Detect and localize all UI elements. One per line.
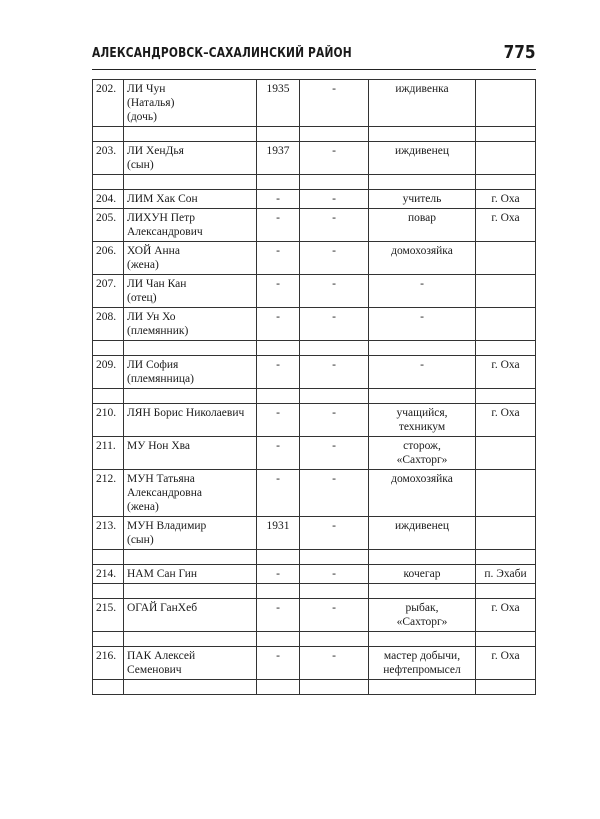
spacer-cell (124, 584, 257, 599)
row-number: 204. (96, 193, 117, 205)
spacer-cell (124, 341, 257, 356)
place-of-residence: г. Оха (491, 193, 520, 205)
spacer-cell (476, 127, 536, 142)
occupation: иждивенка (395, 83, 449, 95)
spacer-cell (257, 341, 300, 356)
occupation: - (420, 311, 424, 323)
occupation-cell (369, 80, 476, 127)
place-of-residence-cell (476, 190, 536, 209)
occupation: - (420, 359, 424, 371)
row-number-cell (93, 308, 124, 341)
spacer-cell (369, 680, 476, 695)
occupation: - (420, 278, 424, 290)
column-4-value-cell (300, 599, 369, 632)
column-4-value: - (332, 650, 336, 662)
place-of-residence: г. Оха (491, 602, 520, 614)
birth-year-cell (257, 209, 300, 242)
person-name-cell (124, 565, 257, 584)
spacer-cell (476, 632, 536, 647)
table-row (93, 356, 536, 389)
person-name: ЛИ ХенДья (сын) (127, 145, 184, 171)
person-name-cell (124, 356, 257, 389)
spacer-cell (257, 680, 300, 695)
table-row (93, 565, 536, 584)
person-name: НАМ Сан Гин (127, 568, 198, 580)
birth-year-cell (257, 80, 300, 127)
row-number-cell (93, 565, 124, 584)
spacer-cell (257, 584, 300, 599)
place-of-residence: г. Оха (491, 212, 520, 224)
place-of-residence-cell (476, 565, 536, 584)
place-of-residence-cell (476, 142, 536, 175)
spacer-row (93, 341, 536, 356)
occupation-cell (369, 190, 476, 209)
spacer-cell (93, 389, 124, 404)
spacer-cell (476, 175, 536, 190)
column-4-value: - (332, 145, 336, 157)
birth-year: - (276, 245, 280, 257)
occupation-cell (369, 517, 476, 550)
spacer-cell (300, 550, 369, 565)
column-4-value-cell (300, 356, 369, 389)
place-of-residence-cell (476, 470, 536, 517)
spacer-row (93, 680, 536, 695)
spacer-row (93, 584, 536, 599)
occupation: домохозяйка (391, 245, 453, 257)
page-header (92, 40, 536, 70)
spacer-cell (300, 389, 369, 404)
person-name: ЛИХУН Петр Александрович (127, 212, 203, 238)
spacer-cell (124, 550, 257, 565)
row-number: 208. (96, 311, 117, 323)
row-number-cell (93, 647, 124, 680)
birth-year-cell (257, 599, 300, 632)
person-name-cell (124, 517, 257, 550)
spacer-cell (124, 389, 257, 404)
spacer-cell (476, 389, 536, 404)
table-row (93, 209, 536, 242)
column-4-value: - (332, 278, 336, 290)
spacer-cell (93, 550, 124, 565)
person-name: МУН Владимир (сын) (127, 520, 207, 546)
occupation: повар (407, 212, 437, 224)
column-4-value: - (332, 520, 336, 532)
column-4-value-cell (300, 308, 369, 341)
table-row (93, 647, 536, 680)
person-name-cell (124, 275, 257, 308)
person-name-cell (124, 142, 257, 175)
row-number-cell (93, 517, 124, 550)
birth-year: - (276, 311, 280, 323)
place-of-residence-cell (476, 80, 536, 127)
birth-year-cell (257, 470, 300, 517)
spacer-cell (300, 680, 369, 695)
occupation: домохозяйка (391, 473, 453, 485)
row-number-cell (93, 209, 124, 242)
row-number: 203. (96, 145, 117, 157)
person-name-cell (124, 647, 257, 680)
spacer-cell (257, 175, 300, 190)
birth-year: - (276, 602, 280, 614)
person-name: ОГАЙ ГанХеб (127, 602, 198, 614)
running-head-title: АЛЕКСАНДРОВСК–САХАЛИНСКИЙ РАЙОН (92, 46, 352, 61)
birth-year-cell (257, 242, 300, 275)
occupation-cell (369, 356, 476, 389)
place-of-residence: г. Оха (491, 359, 520, 371)
spacer-cell (300, 584, 369, 599)
header-rule (92, 69, 536, 70)
birth-year-cell (257, 190, 300, 209)
spacer-cell (476, 584, 536, 599)
row-number: 216. (96, 650, 117, 662)
person-name: ЛИ Ун Хо (племянник) (127, 311, 189, 337)
column-4-value-cell (300, 565, 369, 584)
place-of-residence: п. Эхаби (484, 568, 527, 580)
place-of-residence-cell (476, 599, 536, 632)
spacer-row (93, 632, 536, 647)
row-number-cell (93, 275, 124, 308)
birth-year-cell (257, 275, 300, 308)
registry-table-body (93, 80, 536, 695)
occupation-cell (369, 437, 476, 470)
column-4-value-cell (300, 404, 369, 437)
person-name-cell (124, 242, 257, 275)
row-number-cell (93, 437, 124, 470)
place-of-residence-cell (476, 242, 536, 275)
spacer-row (93, 127, 536, 142)
occupation-cell (369, 142, 476, 175)
occupation-cell (369, 599, 476, 632)
occupation: мастер добычи, нефтепромысел (383, 650, 461, 676)
row-number: 205. (96, 212, 117, 224)
row-number: 209. (96, 359, 117, 371)
place-of-residence-cell (476, 209, 536, 242)
place-of-residence-cell (476, 308, 536, 341)
row-number-cell (93, 404, 124, 437)
spacer-row (93, 389, 536, 404)
place-of-residence: г. Оха (491, 407, 520, 419)
person-name-cell (124, 599, 257, 632)
column-4-value: - (332, 359, 336, 371)
birth-year: - (276, 407, 280, 419)
spacer-cell (476, 680, 536, 695)
person-name: ПАК Алексей Семенович (127, 650, 196, 676)
row-number-cell (93, 242, 124, 275)
row-number: 210. (96, 407, 117, 419)
spacer-row (93, 175, 536, 190)
birth-year: - (276, 359, 280, 371)
place-of-residence-cell (476, 647, 536, 680)
spacer-cell (257, 550, 300, 565)
row-number: 214. (96, 568, 117, 580)
person-name: ЛИ Чан Кан (отец) (127, 278, 187, 304)
column-4-value: - (332, 407, 336, 419)
page-number: 775 (504, 42, 536, 63)
table-row (93, 470, 536, 517)
person-name: ЛЯН Борис Николаевич (127, 407, 245, 419)
occupation: сторож, «Сахторг» (396, 440, 448, 466)
column-4-value: - (332, 311, 336, 323)
person-name-cell (124, 404, 257, 437)
column-4-value-cell (300, 209, 369, 242)
column-4-value: - (332, 245, 336, 257)
spacer-cell (93, 175, 124, 190)
birth-year-cell (257, 647, 300, 680)
spacer-cell (257, 127, 300, 142)
place-of-residence-cell (476, 356, 536, 389)
birth-year: - (276, 473, 280, 485)
occupation-cell (369, 470, 476, 517)
birth-year: 1935 (266, 83, 290, 95)
spacer-cell (300, 175, 369, 190)
table-row (93, 275, 536, 308)
birth-year: - (276, 278, 280, 290)
table-row (93, 517, 536, 550)
row-number-cell (93, 356, 124, 389)
spacer-cell (369, 127, 476, 142)
table-row (93, 308, 536, 341)
row-number: 215. (96, 602, 117, 614)
spacer-cell (369, 341, 476, 356)
table-row (93, 142, 536, 175)
occupation: рыбак, «Сахторг» (396, 602, 448, 628)
birth-year-cell (257, 142, 300, 175)
spacer-cell (257, 632, 300, 647)
place-of-residence: г. Оха (491, 650, 520, 662)
birth-year-cell (257, 404, 300, 437)
spacer-cell (124, 680, 257, 695)
spacer-cell (93, 127, 124, 142)
place-of-residence-cell (476, 437, 536, 470)
person-name: ЛИ Чун (Наталья) (дочь) (127, 83, 175, 123)
birth-year-cell (257, 356, 300, 389)
column-4-value: - (332, 568, 336, 580)
person-name-cell (124, 437, 257, 470)
spacer-cell (369, 550, 476, 565)
occupation-cell (369, 308, 476, 341)
table-row (93, 242, 536, 275)
spacer-cell (369, 175, 476, 190)
person-name: ЛИ София (племянница) (127, 359, 194, 385)
occupation-cell (369, 275, 476, 308)
column-4-value-cell (300, 80, 369, 127)
spacer-cell (93, 341, 124, 356)
person-name: МУ Нон Хва (127, 440, 191, 452)
spacer-cell (257, 389, 300, 404)
person-name-cell (124, 190, 257, 209)
person-name-cell (124, 470, 257, 517)
occupation-cell (369, 565, 476, 584)
row-number: 202. (96, 83, 117, 95)
occupation: иждивенец (395, 520, 449, 532)
occupation: учитель (402, 193, 442, 205)
place-of-residence-cell (476, 275, 536, 308)
spacer-row (93, 550, 536, 565)
spacer-cell (124, 632, 257, 647)
row-number: 212. (96, 473, 117, 485)
spacer-cell (300, 127, 369, 142)
table-row (93, 190, 536, 209)
row-number: 206. (96, 245, 117, 257)
person-name: ХОЙ Анна (жена) (127, 245, 180, 271)
column-4-value-cell (300, 190, 369, 209)
birth-year: - (276, 650, 280, 662)
spacer-cell (124, 175, 257, 190)
row-number: 213. (96, 520, 117, 532)
table-row (93, 80, 536, 127)
birth-year: - (276, 440, 280, 452)
column-4-value: - (332, 83, 336, 95)
person-name-cell (124, 308, 257, 341)
column-4-value-cell (300, 517, 369, 550)
column-4-value-cell (300, 142, 369, 175)
birth-year-cell (257, 517, 300, 550)
birth-year: - (276, 212, 280, 224)
occupation: кочегар (403, 568, 441, 580)
column-4-value-cell (300, 647, 369, 680)
row-number-cell (93, 190, 124, 209)
column-4-value: - (332, 602, 336, 614)
person-name-cell (124, 80, 257, 127)
occupation-cell (369, 209, 476, 242)
birth-year: - (276, 193, 280, 205)
column-4-value: - (332, 440, 336, 452)
spacer-cell (93, 632, 124, 647)
column-4-value-cell (300, 242, 369, 275)
occupation: учащийся, техникум (396, 407, 448, 433)
spacer-cell (300, 632, 369, 647)
place-of-residence-cell (476, 404, 536, 437)
column-4-value: - (332, 212, 336, 224)
column-4-value: - (332, 473, 336, 485)
row-number-cell (93, 599, 124, 632)
person-name-cell (124, 209, 257, 242)
spacer-cell (369, 584, 476, 599)
column-4-value: - (332, 193, 336, 205)
table-row (93, 437, 536, 470)
occupation-cell (369, 242, 476, 275)
birth-year-cell (257, 308, 300, 341)
registry-table (92, 79, 536, 695)
spacer-cell (476, 550, 536, 565)
birth-year: 1937 (266, 145, 290, 157)
row-number-cell (93, 470, 124, 517)
row-number: 207. (96, 278, 117, 290)
table-row (93, 599, 536, 632)
spacer-cell (369, 389, 476, 404)
spacer-cell (369, 632, 476, 647)
occupation-cell (369, 647, 476, 680)
person-name: МУН Татьяна Александровна (жена) (127, 473, 202, 513)
row-number: 211. (96, 440, 116, 452)
row-number-cell (93, 142, 124, 175)
occupation-cell (369, 404, 476, 437)
spacer-cell (476, 341, 536, 356)
occupation: иждивенец (395, 145, 449, 157)
birth-year-cell (257, 565, 300, 584)
spacer-cell (93, 680, 124, 695)
row-number-cell (93, 80, 124, 127)
place-of-residence-cell (476, 517, 536, 550)
column-4-value-cell (300, 470, 369, 517)
table-row (93, 404, 536, 437)
spacer-cell (124, 127, 257, 142)
birth-year: 1931 (266, 520, 290, 532)
column-4-value-cell (300, 275, 369, 308)
birth-year: - (276, 568, 280, 580)
spacer-cell (93, 584, 124, 599)
spacer-cell (300, 341, 369, 356)
person-name: ЛИМ Хак Сон (127, 193, 198, 205)
birth-year-cell (257, 437, 300, 470)
column-4-value-cell (300, 437, 369, 470)
